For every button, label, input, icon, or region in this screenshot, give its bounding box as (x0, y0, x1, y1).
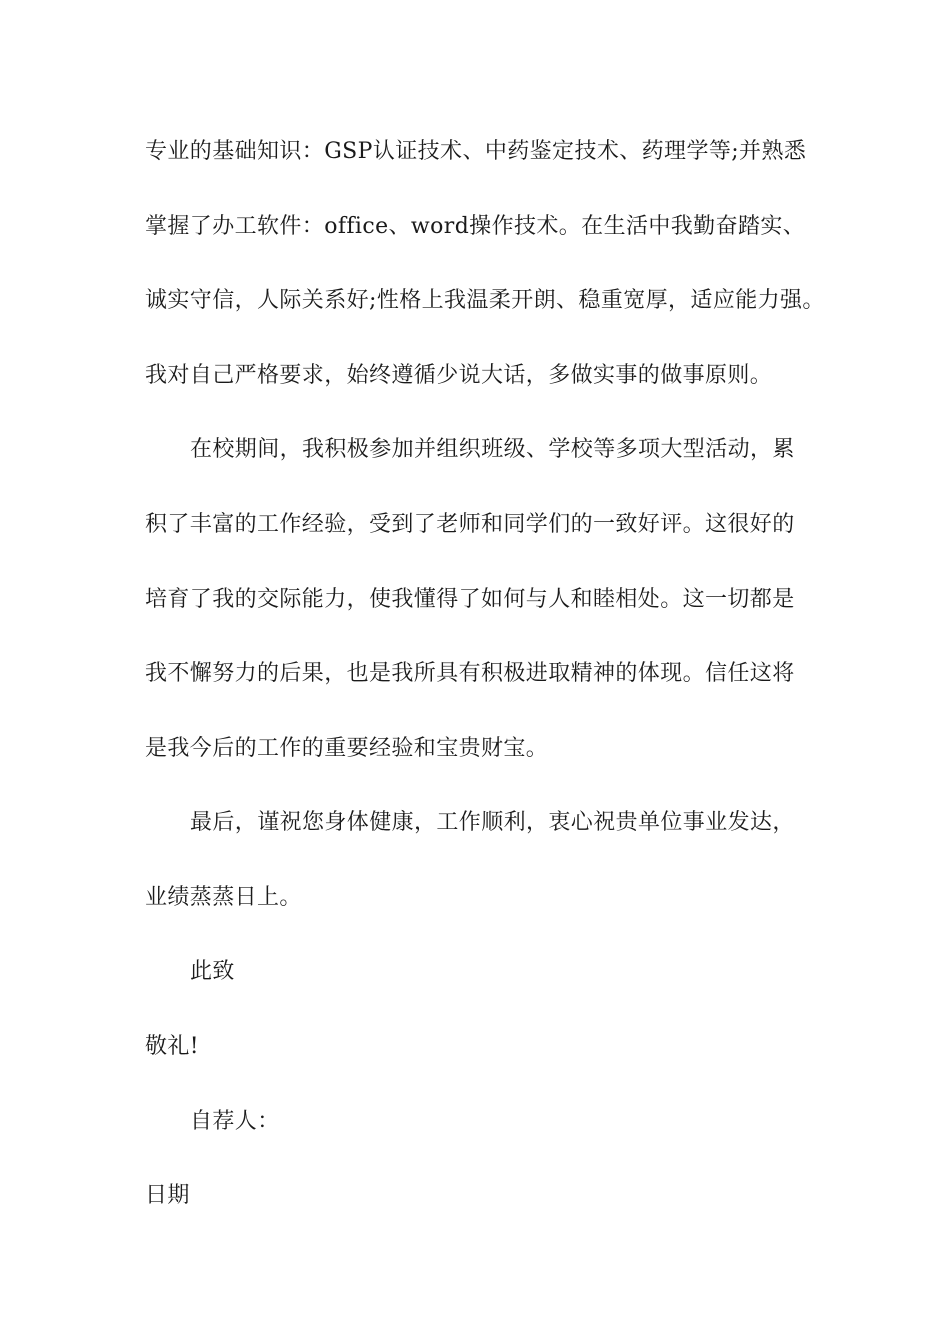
paragraph-2-line-2: 积了丰富的工作经验，受到了老师和同学们的一致好评。这很好的 (145, 512, 795, 537)
paragraph-3-line-1: 最后，谨祝您身体健康，工作顺利，衷心祝贵单位事业发达， (190, 810, 795, 835)
closing-jing-li: 敬礼! (145, 1034, 200, 1059)
signature-label: 自荐人： (190, 1109, 280, 1134)
paragraph-1-line-4: 我对自己严格要求，始终遵循少说大话，多做实事的做事原则。 (145, 363, 773, 388)
paragraph-2-line-4: 我不懈努力的后果，也是我所具有积极进取精神的体现。信任这将 (145, 661, 795, 686)
date-label: 日期 (145, 1183, 190, 1208)
paragraph-2-line-5: 是我今后的工作的重要经验和宝贵财宝。 (145, 736, 549, 761)
paragraph-1-line-3: 诚实守信，人际关系好;性格上我温柔开朗、稳重宽厚，适应能力强。 (145, 288, 825, 313)
closing-ci-zhi: 此致 (190, 959, 235, 984)
paragraph-3-line-2: 业绩蒸蒸日上。 (145, 885, 302, 910)
paragraph-2-line-3: 培育了我的交际能力，使我懂得了如何与人和睦相处。这一切都是 (145, 587, 795, 612)
paragraph-2-line-1: 在校期间，我积极参加并组织班级、学校等多项大型活动，累 (190, 437, 795, 462)
paragraph-1-line-1: 专业的基础知识：GSP认证技术、中药鉴定技术、药理学等;并熟悉 (145, 139, 807, 164)
paragraph-1-line-2: 掌握了办工软件：office、word操作技术。在生活中我勤奋踏实、 (145, 214, 806, 239)
